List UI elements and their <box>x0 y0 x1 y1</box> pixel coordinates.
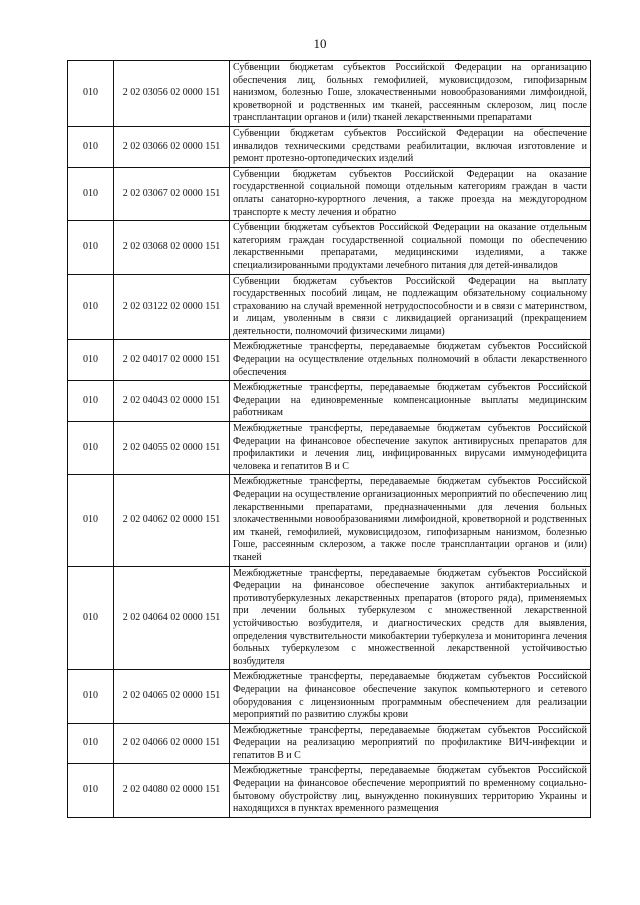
budget-revenue-table <box>67 60 591 818</box>
budget-code-cell: 2 02 03066 02 0000 151 <box>114 126 230 167</box>
revenue-description-cell: Межбюджетные трансферты, передаваемые бюджетам субъектов Российской Федерации на осуществление отдельных полномочий в области лекарственного обеспечения <box>230 340 591 381</box>
page-number: 10 <box>313 36 327 51</box>
admin-code-cell: 010 <box>68 167 114 220</box>
admin-code-cell: 010 <box>68 764 114 817</box>
budget-code-cell: 2 02 04062 02 0000 151 <box>114 475 230 566</box>
admin-code-cell: 010 <box>68 274 114 340</box>
admin-code-cell: 010 <box>68 61 114 127</box>
revenue-description-cell: Межбюджетные трансферты, передаваемые бюджетам субъектов Российской Федерации на финансовое обеспечение закупок антибактериальных и противотуберкулезных лекарственных препаратов (второго ряда), применяемых при лечении больных туберкулезом с множественной лекарственной устойчивостью возбудителя, и диагностических средств для выявления, определения чувствительности микобактерии туберкулеза и мониторинга лечения больных туберкулезом с множественной лекарственной устойчивостью возбудителя <box>230 566 591 670</box>
table-row <box>68 764 591 817</box>
budget-code-cell: 2 02 04043 02 0000 151 <box>114 381 230 422</box>
table-row <box>68 61 591 127</box>
budget-code-cell: 2 02 04066 02 0000 151 <box>114 723 230 764</box>
admin-code-cell: 010 <box>68 221 114 274</box>
revenue-description-cell: Субвенции бюджетам субъектов Российской Федерации на выплату государственных пособий лицам, не подлежащим обязательному социальному страхованию на случай временной нетрудоспособности и в связи с материнством, и лицам, уволенным в связи с ликвидацией организаций (прекращением деятельности, полномочий физическими лицами) <box>230 274 591 340</box>
table-row <box>68 274 591 340</box>
revenue-description-cell: Межбюджетные трансферты, передаваемые бюджетам субъектов Российской Федерации на реализацию мероприятий по профилактике ВИЧ-инфекции и гепатитов B и C <box>230 723 591 764</box>
budget-code-cell: 2 02 03122 02 0000 151 <box>114 274 230 340</box>
revenue-description-cell: Межбюджетные трансферты, передаваемые бюджетам субъектов Российской Федерации на финансовое обеспечение закупок компьютерного и сетевого оборудования с лицензионным программным обеспечением для реализации мероприятий по развитию службы крови <box>230 670 591 723</box>
budget-code-cell: 2 02 04080 02 0000 151 <box>114 764 230 817</box>
table-row <box>68 340 591 381</box>
table-row <box>68 167 591 220</box>
budget-code-cell: 2 02 03056 02 0000 151 <box>114 61 230 127</box>
revenue-description-cell: Межбюджетные трансферты, передаваемые бюджетам субъектов Российской Федерации на осуществление организационных мероприятий по обеспечению лиц лекарственными препаратами, предназначенными для лечения больных злокачественными новообразованиями лимфоидной, кроветворной и родственных им тканей, гемофилией, муковисцидозом, гипофизарным нанизмом, болезнью Гоше, рассеянным склерозом, а также после трансплантации органов и (или) тканей <box>230 475 591 566</box>
admin-code-cell: 010 <box>68 475 114 566</box>
revenue-description-cell: Межбюджетные трансферты, передаваемые бюджетам субъектов Российской Федерации на финансовое обеспечение закупок антивирусных препаратов для профилактики и лечения лиц, инфицированных вирусами иммунодефицита человека и гепатитов B и C <box>230 422 591 475</box>
table-body <box>68 61 591 818</box>
budget-code-cell: 2 02 04064 02 0000 151 <box>114 566 230 670</box>
budget-code-cell: 2 02 03067 02 0000 151 <box>114 167 230 220</box>
table-row <box>68 475 591 566</box>
admin-code-cell: 010 <box>68 381 114 422</box>
budget-code-cell: 2 02 03068 02 0000 151 <box>114 221 230 274</box>
admin-code-cell: 010 <box>68 723 114 764</box>
table-row <box>68 221 591 274</box>
revenue-description-cell: Межбюджетные трансферты, передаваемые бюджетам субъектов Российской Федерации на финансовое обеспечение мероприятий по временному социально-бытовому обустройству лиц, вынужденно покинувших территорию Украины и находящихся в пунктах временного размещения <box>230 764 591 817</box>
table-row <box>68 381 591 422</box>
budget-code-cell: 2 02 04065 02 0000 151 <box>114 670 230 723</box>
table-row <box>68 670 591 723</box>
admin-code-cell: 010 <box>68 566 114 670</box>
revenue-description-cell: Межбюджетные трансферты, передаваемые бюджетам субъектов Российской Федерации на единовременные компенсационные выплаты медицинским работникам <box>230 381 591 422</box>
table-row <box>68 566 591 670</box>
revenue-description-cell: Субвенции бюджетам субъектов Российской Федерации на обеспечение инвалидов техническими средствами реабилитации, включая изготовление и ремонт протезно-ортопедических изделий <box>230 126 591 167</box>
revenue-description-cell: Субвенции бюджетам субъектов Российской Федерации на оказание отдельным категориям граждан государственной социальной помощи по обеспечению лекарственными препаратами, медицинскими изделиями, а также специализированными продуктами лечебного питания для детей-инвалидов <box>230 221 591 274</box>
admin-code-cell: 010 <box>68 670 114 723</box>
revenue-description-cell: Субвенции бюджетам субъектов Российской Федерации на организацию обеспечения лиц, больных гемофилией, муковисцидозом, гипофизарным нанизмом, болезнью Гоше, злокачественными новообразованиями лимфоидной, кроветворной и родственных им тканей, рассеянным склерозом, лиц после трансплантации органов и (или) тканей лекарственными препаратами <box>230 61 591 127</box>
table-row <box>68 126 591 167</box>
admin-code-cell: 010 <box>68 340 114 381</box>
table-row <box>68 422 591 475</box>
admin-code-cell: 010 <box>68 422 114 475</box>
budget-code-cell: 2 02 04055 02 0000 151 <box>114 422 230 475</box>
admin-code-cell: 010 <box>68 126 114 167</box>
budget-code-cell: 2 02 04017 02 0000 151 <box>114 340 230 381</box>
table-row <box>68 723 591 764</box>
revenue-description-cell: Субвенции бюджетам субъектов Российской Федерации на оказание государственной социальной помощи отдельным категориям граждан в части оплаты санаторно-курортного лечения, а также проезда на междугородном транспорте к месту лечения и обратно <box>230 167 591 220</box>
